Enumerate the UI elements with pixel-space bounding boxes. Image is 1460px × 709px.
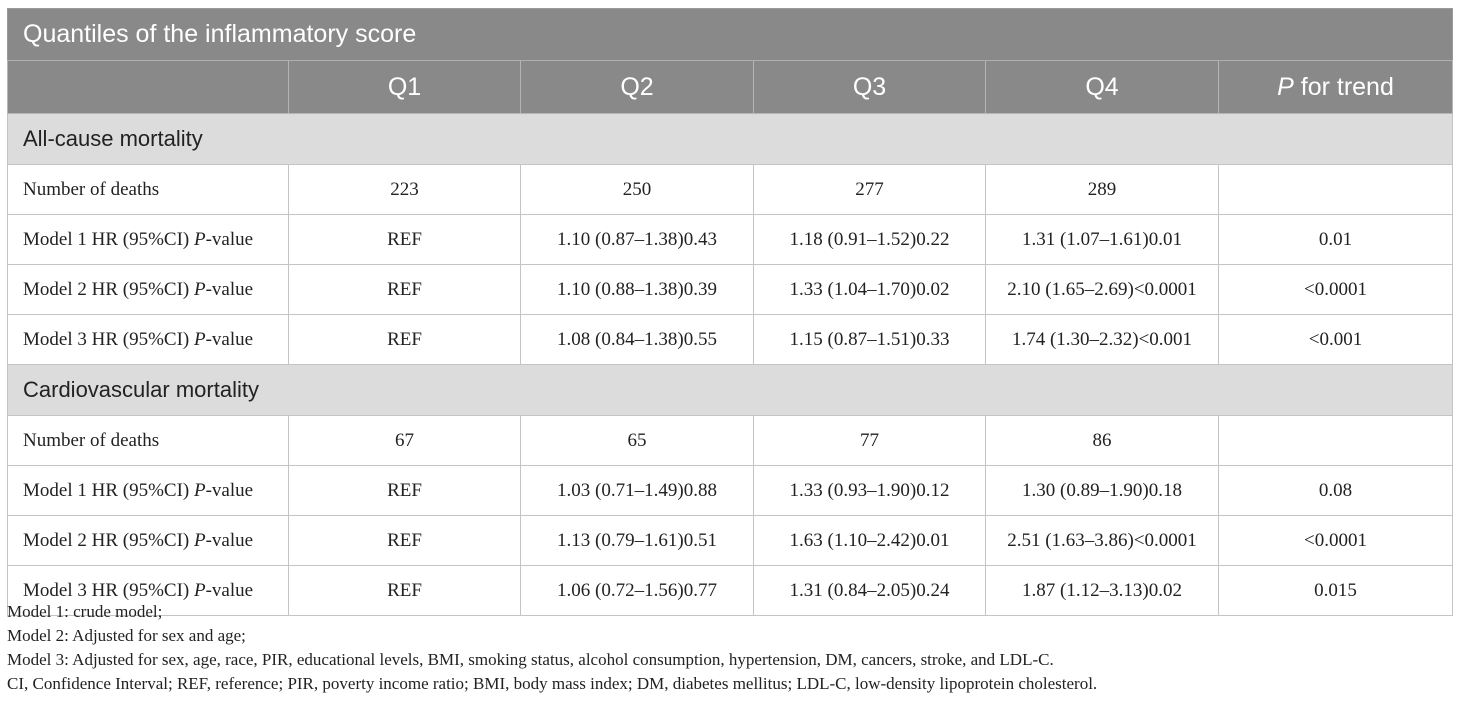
row-label-p: P bbox=[193, 328, 206, 350]
row-label-text: Model 1 HR (95%CI) bbox=[23, 228, 194, 250]
row-label-text: Model 1 HR (95%CI) bbox=[23, 479, 194, 501]
header-q2: Q2 bbox=[521, 61, 754, 114]
header-empty bbox=[8, 61, 289, 114]
row-label-suffix: -value bbox=[205, 278, 254, 300]
section-title: All-cause mortality bbox=[8, 114, 1453, 165]
table-cell: 223 bbox=[289, 165, 521, 215]
table-cell: 0.015 bbox=[1219, 566, 1453, 616]
table-cell: 77 bbox=[754, 416, 986, 466]
table-title: Quantiles of the inflammatory score bbox=[8, 9, 1453, 61]
table-cell: 1.10 (0.88–1.38)0.39 bbox=[521, 265, 754, 315]
table-row bbox=[8, 165, 1453, 215]
table-cell: REF bbox=[289, 466, 521, 516]
table-cell: 1.13 (0.79–1.61)0.51 bbox=[521, 516, 754, 566]
row-label: Number of deaths bbox=[8, 165, 289, 215]
table-cell: REF bbox=[289, 516, 521, 566]
footnote-3: Model 3: Adjusted for sex, age, race, PIR, educational levels, BMI, smoking status, alcohol consumption, hypertension, DM, cancers, stroke, and LDL-C. bbox=[7, 650, 1054, 669]
row-label-p: P bbox=[193, 479, 206, 501]
table-cell: 1.74 (1.30–2.32)<0.001 bbox=[986, 315, 1219, 365]
table-cell: 86 bbox=[986, 416, 1219, 466]
row-label bbox=[8, 516, 289, 566]
table-cell: 1.18 (0.91–1.52)0.22 bbox=[754, 215, 986, 265]
table-cell: 0.08 bbox=[1219, 466, 1453, 516]
footnotes bbox=[7, 600, 1452, 696]
table-cell: <0.0001 bbox=[1219, 265, 1453, 315]
table-cell: 1.15 (0.87–1.51)0.33 bbox=[754, 315, 986, 365]
results-table bbox=[7, 8, 1453, 616]
table-cell: <0.001 bbox=[1219, 315, 1453, 365]
table-row bbox=[8, 516, 1453, 566]
row-label bbox=[8, 466, 289, 516]
row-label bbox=[8, 265, 289, 315]
table-cell: 289 bbox=[986, 165, 1219, 215]
results-table-container bbox=[7, 8, 1452, 616]
row-label-suffix: -value bbox=[205, 328, 254, 350]
row-label-p: P bbox=[193, 579, 206, 601]
footnote-4: CI, Confidence Interval; REF, reference; PIR, poverty income ratio; BMI, body mass index; DM, diabetes mellitus; LDL-C, low-density lipoprotein cholesterol. bbox=[7, 674, 1098, 693]
table-row bbox=[8, 215, 1453, 265]
table-cell: 1.30 (0.89–1.90)0.18 bbox=[986, 466, 1219, 516]
table-row bbox=[8, 265, 1453, 315]
row-label-text: Model 3 HR (95%CI) bbox=[23, 328, 194, 350]
table-cell: 65 bbox=[521, 416, 754, 466]
table-row bbox=[8, 416, 1453, 466]
table-cell: 0.01 bbox=[1219, 215, 1453, 265]
row-label-text: Model 3 HR (95%CI) bbox=[23, 579, 194, 601]
header-q4: Q4 bbox=[986, 61, 1219, 114]
row-label bbox=[8, 215, 289, 265]
row-label-suffix: -value bbox=[205, 479, 254, 501]
table-cell: REF bbox=[289, 315, 521, 365]
section-title: Cardiovascular mortality bbox=[8, 365, 1453, 416]
table-cell: 1.33 (1.04–1.70)0.02 bbox=[754, 265, 986, 315]
row-label-p: P bbox=[193, 529, 206, 551]
table-cell: 1.33 (0.93–1.90)0.12 bbox=[754, 466, 986, 516]
row-label-suffix: -value bbox=[205, 579, 254, 601]
row-label-text: Model 2 HR (95%CI) bbox=[23, 529, 194, 551]
table-cell: REF bbox=[289, 566, 521, 616]
table-cell: 250 bbox=[521, 165, 754, 215]
table-cell: 1.87 (1.12–3.13)0.02 bbox=[986, 566, 1219, 616]
table-cell: 2.51 (1.63–3.86)<0.0001 bbox=[986, 516, 1219, 566]
row-label-p: P bbox=[193, 278, 206, 300]
table-cell: 1.08 (0.84–1.38)0.55 bbox=[521, 315, 754, 365]
table-cell: 67 bbox=[289, 416, 521, 466]
header-p-letter: P bbox=[1277, 72, 1294, 101]
header-q1: Q1 bbox=[289, 61, 521, 114]
section-header-row bbox=[8, 365, 1453, 416]
row-label: Number of deaths bbox=[8, 416, 289, 466]
table-cell: 1.31 (1.07–1.61)0.01 bbox=[986, 215, 1219, 265]
footnote-1: Model 1: crude model; bbox=[7, 602, 163, 621]
table-body bbox=[8, 114, 1453, 616]
row-label-suffix: -value bbox=[205, 529, 254, 551]
row-label bbox=[8, 315, 289, 365]
header-q3: Q3 bbox=[754, 61, 986, 114]
row-label-text: Model 2 HR (95%CI) bbox=[23, 278, 194, 300]
table-cell bbox=[1219, 165, 1453, 215]
table-row bbox=[8, 315, 1453, 365]
table-row bbox=[8, 466, 1453, 516]
table-cell: 2.10 (1.65–2.69)<0.0001 bbox=[986, 265, 1219, 315]
header-p-trend: P for trend bbox=[1219, 61, 1453, 114]
footnote-2: Model 2: Adjusted for sex and age; bbox=[7, 626, 246, 645]
table-cell: 277 bbox=[754, 165, 986, 215]
table-cell: 1.63 (1.10–2.42)0.01 bbox=[754, 516, 986, 566]
table-cell: <0.0001 bbox=[1219, 516, 1453, 566]
table-cell bbox=[1219, 416, 1453, 466]
table-cell: 1.10 (0.87–1.38)0.43 bbox=[521, 215, 754, 265]
table-cell: 1.31 (0.84–2.05)0.24 bbox=[754, 566, 986, 616]
row-label-p: P bbox=[193, 228, 206, 250]
row-label-suffix: -value bbox=[205, 228, 254, 250]
section-header-row bbox=[8, 114, 1453, 165]
table-cell: 1.06 (0.72–1.56)0.77 bbox=[521, 566, 754, 616]
table-cell: REF bbox=[289, 265, 521, 315]
table-cell: REF bbox=[289, 215, 521, 265]
table-cell: 1.03 (0.71–1.49)0.88 bbox=[521, 466, 754, 516]
table-title-row bbox=[8, 9, 1453, 61]
column-header-row bbox=[8, 61, 1453, 114]
